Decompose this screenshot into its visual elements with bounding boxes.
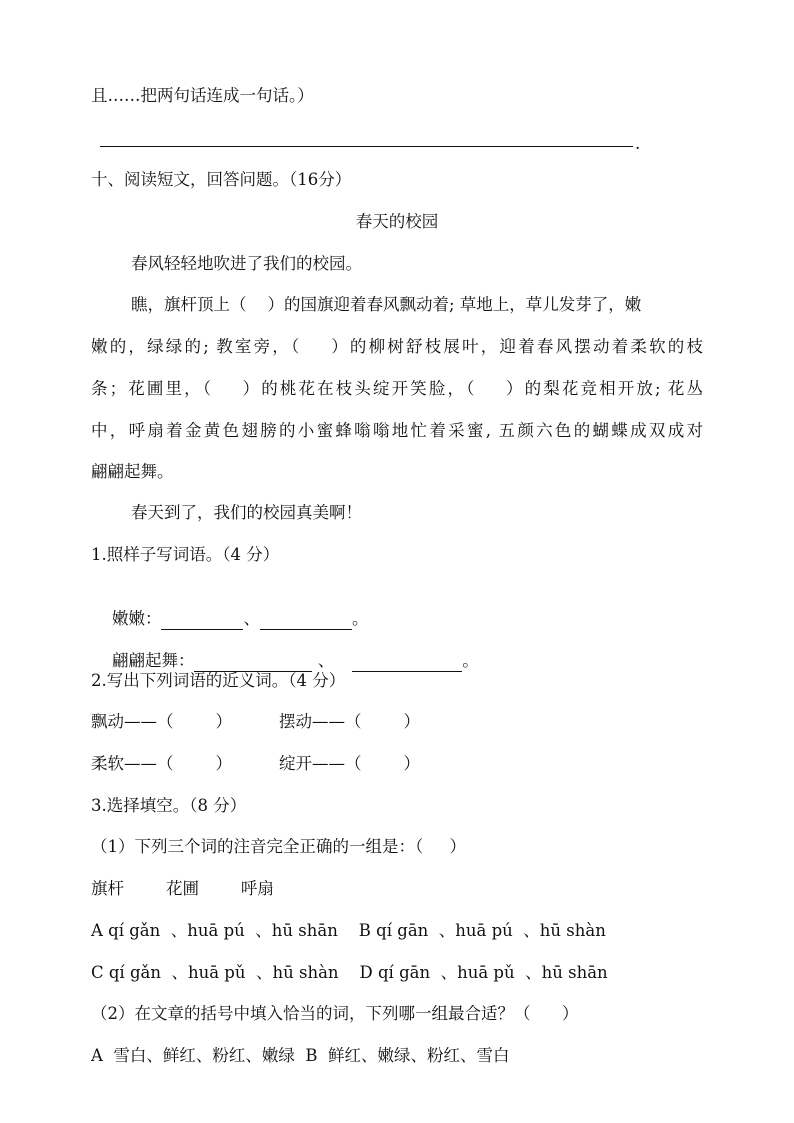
separator: 、 [312, 651, 335, 670]
blank-field[interactable] [352, 653, 462, 672]
answer-line [100, 146, 633, 147]
passage-paragraph-2-line-2: 嫩的，绿绿的; 教室旁，（ ）的柳树舒枝展叶，迎着春风摆动着柔软的枝 [91, 337, 703, 356]
row-label: 嫩嫩： [111, 609, 162, 628]
question-3-sub-1: （1）下列三个词的注音完全正确的一组是：（ ） [91, 837, 466, 856]
period: 。 [462, 651, 479, 670]
passage-paragraph-1: 春风轻轻地吹进了我们的校园。 [131, 254, 362, 273]
row-label: 翩翩起舞： [111, 651, 195, 670]
period: 。 [351, 609, 369, 628]
synonym-item: 飘动——（ ） [91, 712, 232, 731]
synonym-item: 绽开——（ ） [279, 754, 420, 773]
section-heading: 十、阅读短文，回答问题。（16分） [91, 170, 352, 189]
passage-paragraph-2-line-5: 翩翩起舞。 [91, 462, 174, 481]
passage-paragraph-2-line-1: 瞧，旗杆顶上（ ）的国旗迎着春风飘动着; 草地上，草儿发芽了，嫩 [131, 295, 642, 314]
question-3-title: 3.选择填空。（8 分） [91, 796, 247, 815]
question-1-title: 1.照样子写词语。（4 分） [91, 545, 280, 564]
synonym-item: 摆动——（ ） [279, 712, 420, 731]
question-2-title: 2.写出下列词语的近义词。（4 分） [91, 671, 346, 690]
instruction-line: 且……把两句话连成一句话。） [91, 86, 314, 105]
options-a-b: A qí gǎn 、huā pú 、hū shān B qí gān 、huā pú 、hū shàn [91, 921, 606, 940]
separator: 、 [243, 609, 260, 628]
passage-paragraph-3: 春天到了，我们的校园真美啊！ [131, 503, 362, 522]
passage-paragraph-2-line-4: 中，呼扇着金黄色翅膀的小蜜蜂嗡嗡地忙着采蜜, 五颜六色的蝴蝶成双成对 [91, 421, 703, 440]
options-c-d: C qí gǎn 、huā pǔ 、hū shàn D qí gān 、huā pǔ 、hū shān [91, 963, 608, 982]
answer-line-end: . [635, 134, 641, 153]
passage-paragraph-2-line-3: 条；花圃里，（ ）的桃花在枝头绽开笑脸，（ ）的梨花竞相开放; 花丛 [91, 379, 703, 398]
synonym-item: 柔软——（ ） [91, 754, 232, 773]
options-2: A 雪白、鲜红、粉红、嫩绿 B 鲜红、嫩绿、粉红、雪白 [91, 1046, 510, 1065]
passage-title: 春天的校园 [355, 212, 439, 231]
question-3-sub-2: （2）在文章的括号中填入恰当的词，下列哪一组最合适？（ ） [91, 1004, 579, 1023]
word-list: 旗杆 花圃 呼扇 [91, 879, 274, 898]
